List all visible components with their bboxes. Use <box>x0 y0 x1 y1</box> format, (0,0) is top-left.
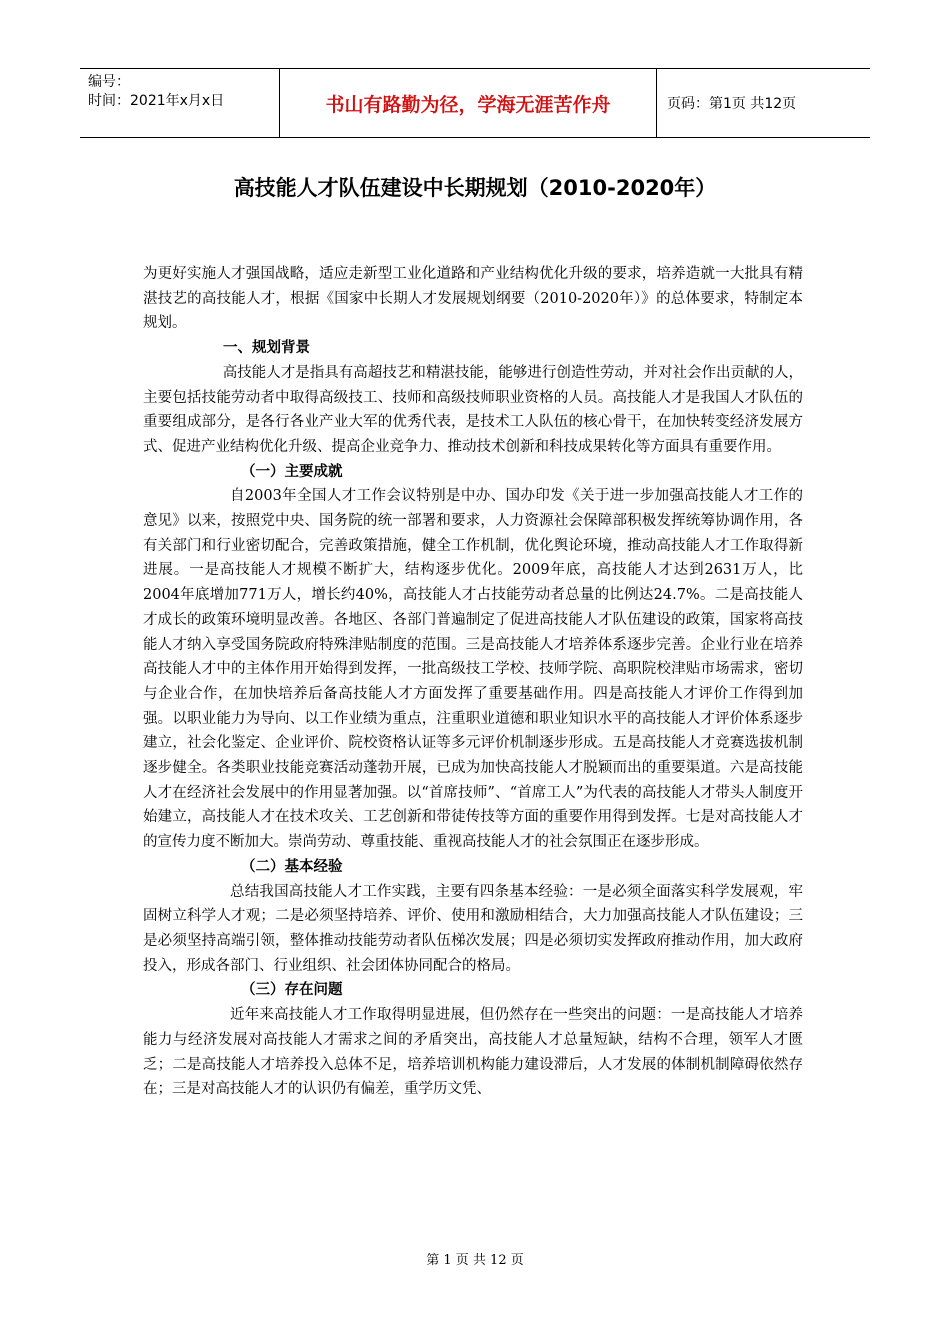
subsection-heading-achievements: （一）主要成就 <box>241 463 343 480</box>
experience-paragraph: 总结我国高技能人才工作实践，主要有四条基本经验：一是必须全面落实科学发展观，牢固树立科学人才观；二是必须坚持培养、评价、使用和激励相结合，大力加强高技能人才队伍建设；三是必须坚持高端引领，整体推动技能劳动者队伍梯次发展；四是必须切实发挥政府推动作用，加大政府投入，形成各部门、行业组织、社会团体协同配合的格局。 <box>143 883 803 974</box>
section-background-paragraph: 高技能人才是指具有高超技艺和精湛技能，能够进行创造性劳动，并对社会作出贡献的人，主要包括技能劳动者中取得高级技工、技师和高级技师职业资格的人员。高技能人才是我国人才队伍的重要组成部分，是各行各业产业大军的优秀代表，是技术工人队伍的核心骨干，在加快转变经济发展方式、促进产业结构优化升级、提高企业竞争力、推动技术创新和科技成果转化等方面具有重要作用。 <box>143 364 803 455</box>
time-label: 时间：2021年x月x日 <box>88 93 225 109</box>
header-page-info: 页码：第1页 共12页 <box>667 96 797 112</box>
page-header <box>80 68 870 138</box>
intro-paragraph: 为更好实施人才强国战略，适应走新型工业化道路和产业结构优化升级的要求，培养造就一大批具有精湛技艺的高技能人才，根据《国家中长期人才发展规划纲要（2010-2020年）》的总体要求，特制定本规划。 <box>143 266 803 332</box>
header-meta <box>80 69 280 137</box>
problems-paragraph: 近年来高技能人才工作取得明显进展，但仍然存在一些突出的问题：一是高技能人才培养能力与经济发展对高技能人才需求之间的矛盾突出，高技能人才总量短缺，结构不合理，领军人才匮乏；二是高技能人才培养投入总体不足，培养培训机构能力建设滞后，人才发展的体制机制障碍依然存在；三是对高技能人才的认识仍有偏差，重学历文凭、 <box>143 1007 803 1098</box>
document-body <box>143 262 803 1102</box>
page-footer: 第 1 页 共 12 页 <box>426 1253 524 1268</box>
number-label: 编号： <box>88 74 130 90</box>
document-title: 高技能人才队伍建设中长期规划（2010-2020年） <box>233 176 717 200</box>
achievements-paragraph: 自2003年全国人才工作会议特别是中办、国办印发《关于进一步加强高技能人才工作的意见》以来，按照党中央、国务院的统一部署和要求，人力资源社会保障部积极发挥统筹协调作用，各有关部门和行业密切配合，完善政策措施，健全工作机制，优化舆论环境，推动高技能人才工作取得新进展。一是高技能人才规模不断扩大，结构逐步优化。2009年底，高技能人才达到2631万人，比2004年底增加771万人，增长约40%，高技能人才占技能劳动者总量的比例达24.7%。二是高技能人才成长的政策环境明显改善。各地区、各部门普遍制定了促进高技能人才队伍建设的政策，国家将高技能人才纳入享受国务院政府特殊津贴制度的范围。三是高技能人才培养体系逐步完善。企业行业在培养高技能人才中的主体作用开始得到发挥，一批高级技工学校、技师学院、高职院校津贴市场需求，密切与企业合作，在加快培养后备高技能人才方面发挥了重要基础作用。四是高技能人才评价工作得到加强。以职业能力为导向、以工作业绩为重点，注重职业道德和职业知识水平的高技能人才评价体系逐步建立，社会化鉴定、企业评价、院校资格认证等多元评价机制逐步形成。五是高技能人才竞赛选拔机制逐步健全。各类职业技能竞赛活动蓬勃开展，已成为加快高技能人才脱颖而出的重要渠道。六是高技能人才在经济社会发展中的作用显著加强。以“首席技师”、“首席工人”为代表的高技能人才带头人制度开始建立，高技能人才在技术攻关、工艺创新和带徒传技等方面的重要作用得到发挥。七是对高技能人才的宣传力度不断加大。崇尚劳动、尊重技能、重视高技能人才的社会氛围正在逐步形成。 <box>143 488 803 851</box>
subsection-heading-experience: （二）基本经验 <box>241 858 343 875</box>
section-heading-background: 一、规划背景 <box>223 340 310 357</box>
header-motto: 书山有路勤为径，学海无涯苦作舟 <box>280 69 657 137</box>
subsection-heading-problems: （三）存在问题 <box>241 982 343 999</box>
